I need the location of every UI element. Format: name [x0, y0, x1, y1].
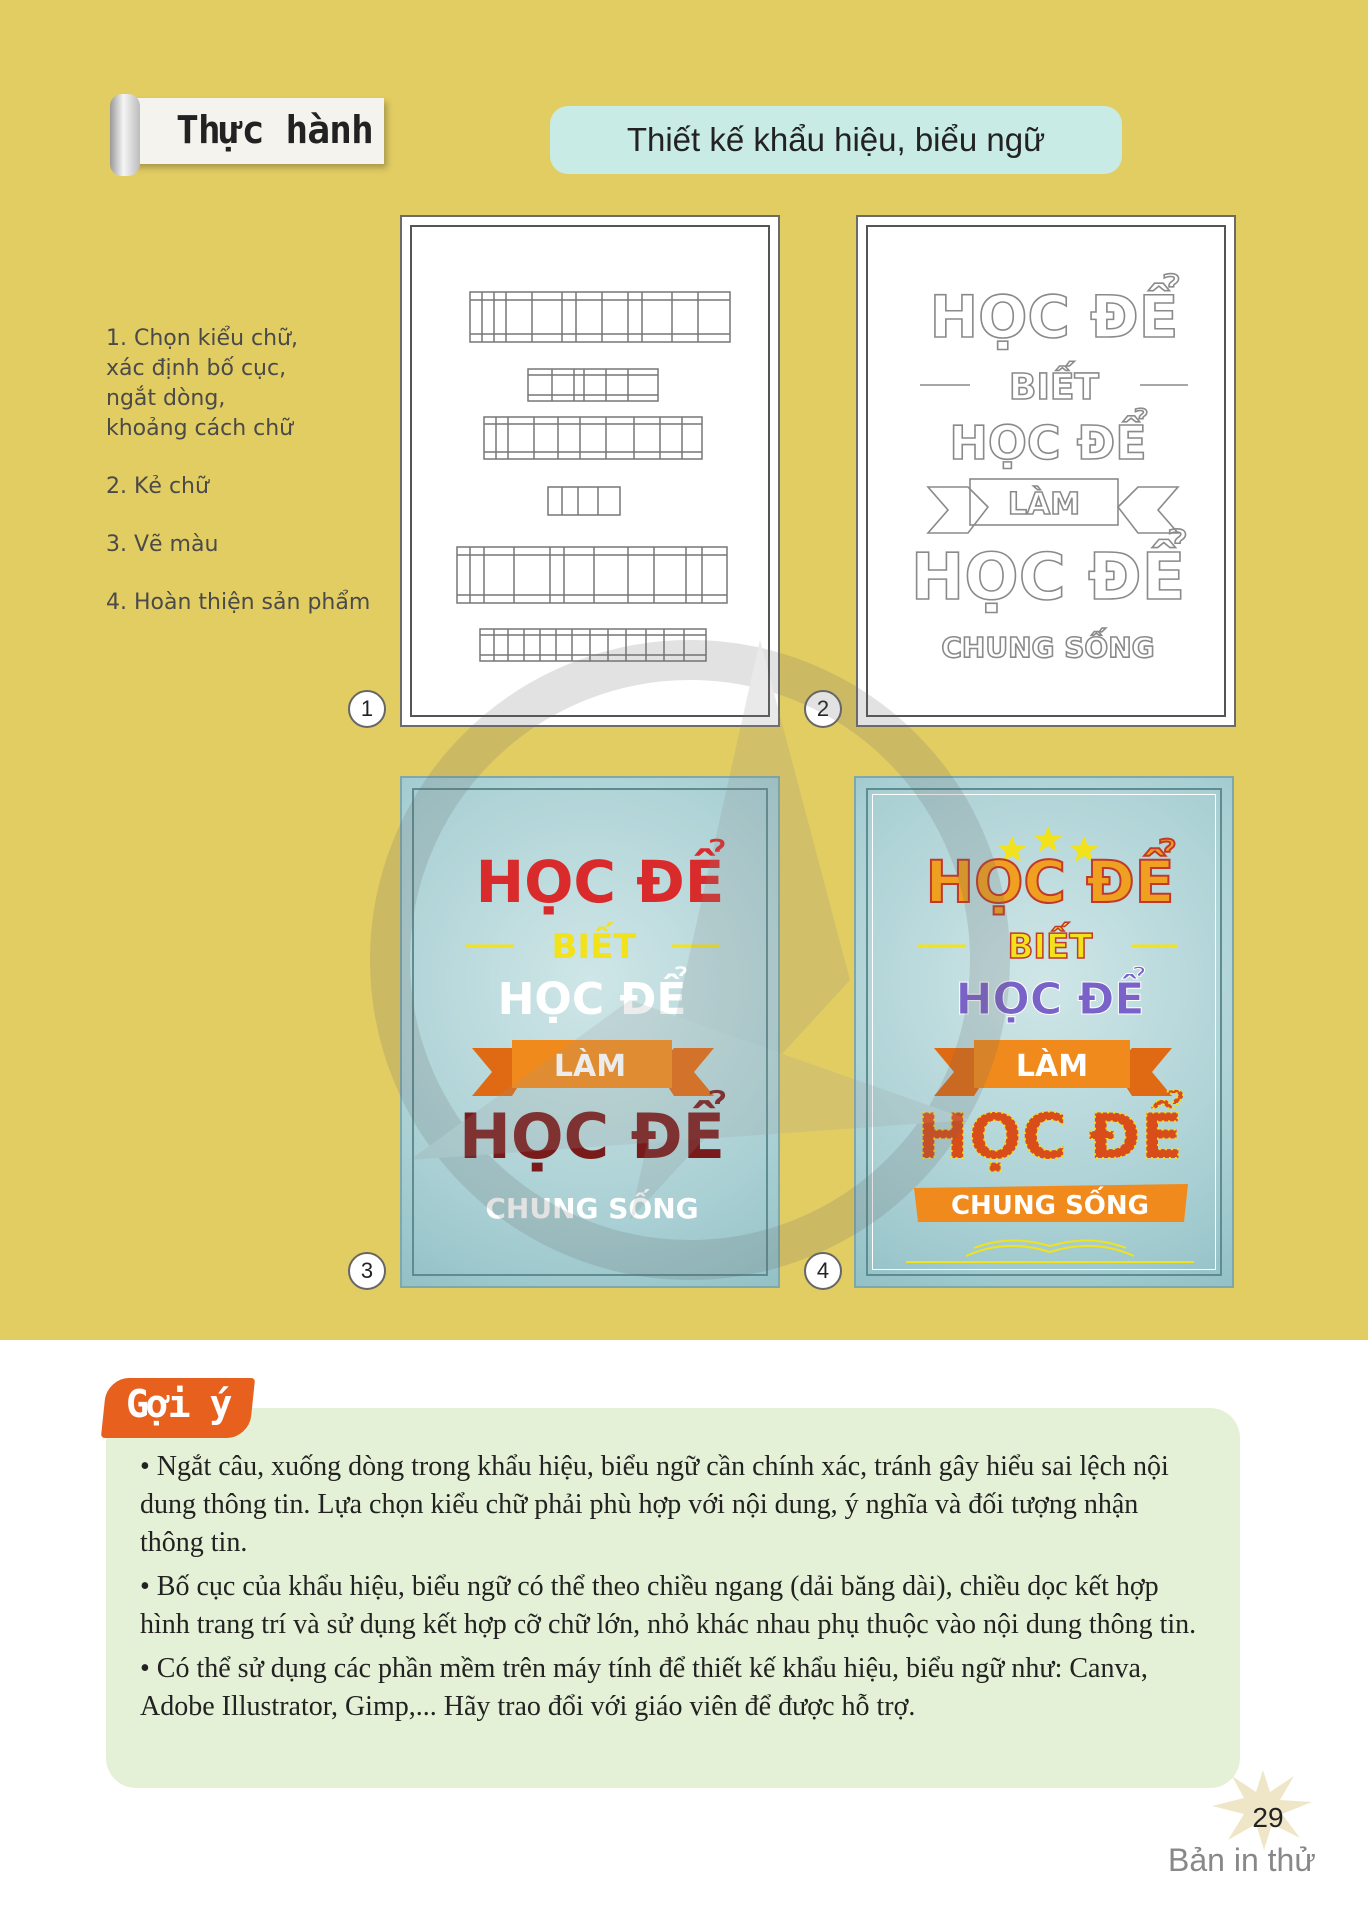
step-1-line: ngắt dòng,	[106, 386, 226, 411]
steps-list	[106, 324, 386, 618]
slogan-line5: HỌC ĐỂ	[910, 541, 1186, 615]
step-1-line: xác định bố cục,	[106, 356, 287, 381]
scroll-curl-icon	[110, 94, 140, 176]
outline-slogan	[858, 217, 1238, 729]
step-badge-1: 1	[348, 690, 386, 728]
practice-label: Thực hành	[176, 108, 373, 152]
poster-sketch-grid	[400, 215, 780, 727]
finished-slogan	[856, 778, 1236, 1290]
page-number: 29	[1252, 1802, 1284, 1833]
slogan-line6: CHUNG SỐNG	[950, 1191, 1150, 1221]
hint-item: • Bố cục của khẩu hiệu, biểu ngữ có thể theo chiều ngang (dải băng dài), chiều dọc kết hợp hình trang trí và sử dụng kết hợp cỡ chữ lớn, nhỏ khác nhau phụ thuộc vào nội dung thông tin.	[140, 1571, 1197, 1640]
slogan-line4: LÀM	[553, 1049, 627, 1084]
open-book-icon	[906, 1240, 1194, 1262]
hint-list	[140, 1448, 1206, 1732]
slogan-line2: BIẾT	[1007, 927, 1093, 967]
step-1	[106, 324, 386, 444]
step-3: 3. Vẽ màu	[106, 532, 219, 557]
letter-grid-sketch	[402, 217, 782, 729]
print-note: Bản in thử	[1168, 1842, 1316, 1878]
colored-slogan	[402, 778, 782, 1290]
slogan-line1: HỌC ĐỂ	[475, 848, 725, 916]
step-1-line: khoảng cách chữ	[106, 416, 294, 441]
step-badge-4: 4	[804, 1252, 842, 1290]
slogan-line1: HỌC ĐỂ	[929, 283, 1179, 351]
slogan-line3: HỌC ĐỂ	[955, 974, 1145, 1025]
hint-item: • Ngắt câu, xuống dòng trong khẩu hiệu, biểu ngữ cần chính xác, tránh gây hiểu sai lệch nội dung thông tin. Lựa chọn kiểu chữ phải phù hợp với nội dung, ý nghĩa và đối tượng nhận thông tin.	[140, 1451, 1169, 1558]
step-2: 2. Kẻ chữ	[106, 474, 209, 499]
slogan-line6: CHUNG SỐNG	[485, 1192, 699, 1225]
slogan-line4: LÀM	[1015, 1049, 1089, 1084]
hint-item: • Có thể sử dụng các phần mềm trên máy tính để thiết kế khẩu hiệu, biểu ngữ như: Canva, Adobe Illustrator, Gimp,... Hãy trao đổi với giáo viên để được hỗ trợ.	[140, 1653, 1148, 1722]
practice-tag	[118, 98, 384, 164]
slogan-line2: BIẾT	[1009, 367, 1099, 408]
slogan-line2: BIẾT	[551, 927, 637, 967]
poster-outline-lettering	[856, 215, 1236, 727]
slogan-line4: LÀM	[1007, 487, 1081, 522]
slogan-line3: HỌC ĐỂ	[949, 416, 1147, 470]
step-1-line: 1. Chọn kiểu chữ,	[106, 326, 298, 351]
slogan-line5: HỌC ĐỂ	[459, 1100, 725, 1173]
poster-finished	[854, 776, 1234, 1288]
slogan-line1: HỌC ĐỂ	[925, 848, 1175, 916]
slogan-line6: CHUNG SỐNG	[941, 631, 1155, 664]
page-title: Thiết kế khẩu hiệu, biểu ngữ	[550, 106, 1122, 174]
step-badge-3: 3	[348, 1252, 386, 1290]
step-4: 4. Hoàn thiện sản phẩm	[106, 590, 371, 615]
hint-label: Gợi ý	[126, 1382, 231, 1426]
slogan-line5: HỌC ĐỂ	[917, 1100, 1183, 1173]
step-badge-2: 2	[804, 690, 842, 728]
poster-colored	[400, 776, 780, 1288]
slogan-line3: HỌC ĐỂ	[497, 974, 687, 1025]
